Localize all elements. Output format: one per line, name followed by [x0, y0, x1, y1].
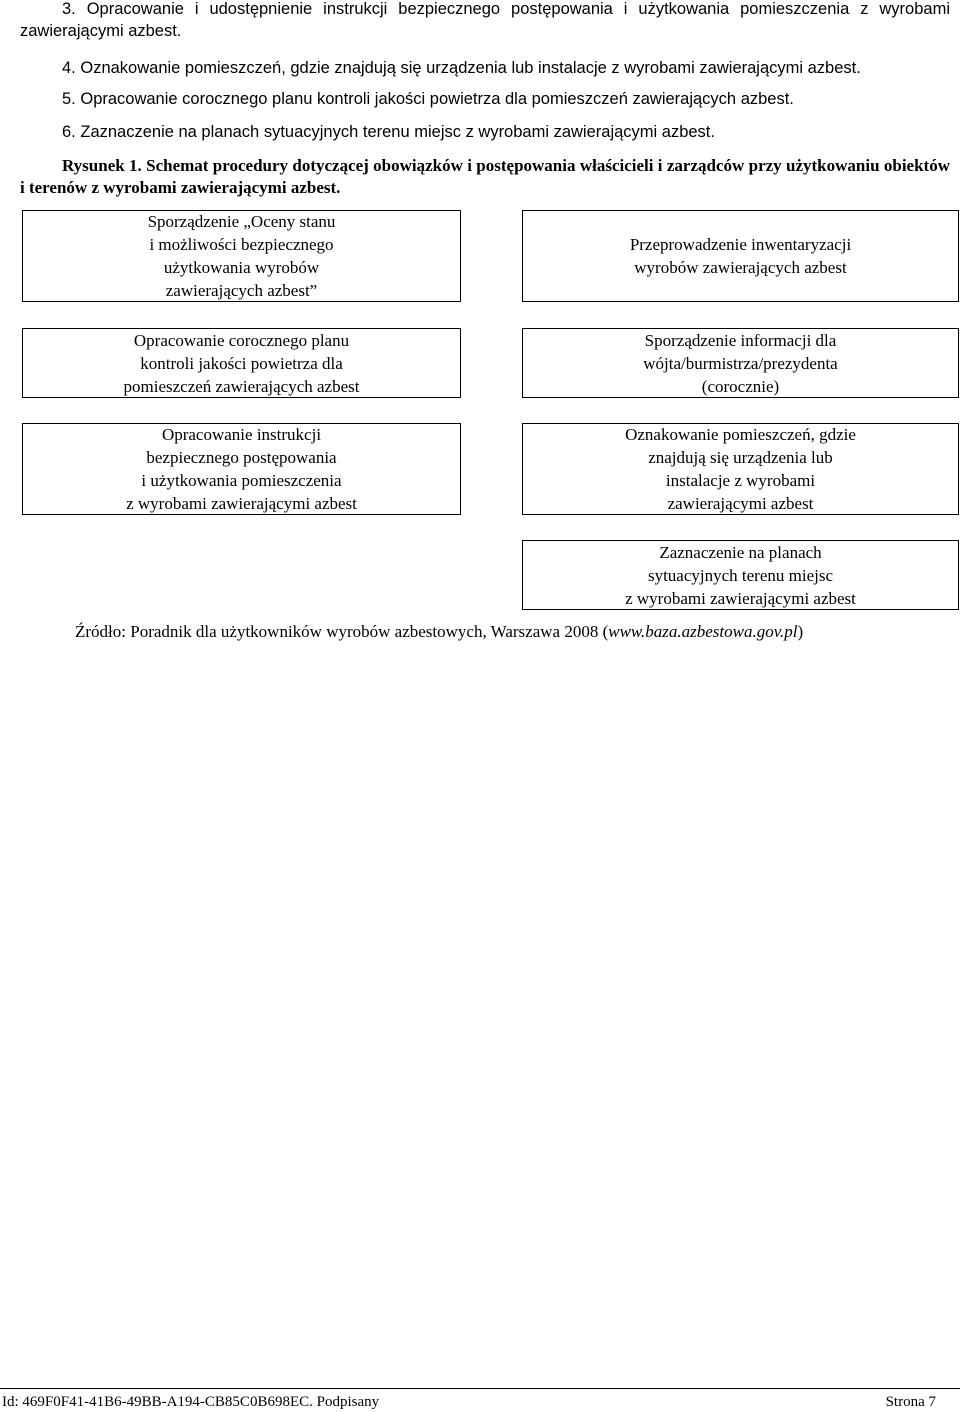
box-line: pomieszczeń zawierających azbest — [123, 376, 360, 396]
footer-divider — [0, 1388, 960, 1389]
box-line: (corocznie) — [701, 376, 780, 396]
diagram-box-mayor-information — [522, 328, 959, 398]
box-line: Sporządzenie informacji dla — [644, 330, 837, 350]
box-line: Zaznaczenie na planach — [659, 542, 822, 562]
diagram-box-inventory — [522, 210, 959, 302]
list-item-number: 3. — [62, 0, 76, 18]
diagram-box-safety-instruction — [22, 423, 461, 515]
figure-caption — [20, 155, 950, 199]
box-line: wójta/burmistrza/prezydenta — [643, 353, 838, 373]
box-line: zawierającymi azbest — [667, 494, 814, 513]
list-item — [62, 88, 952, 110]
list-item-number: 4. — [62, 59, 76, 77]
list-item-text: Zaznaczenie na planach sytuacyjnych terenu miejsc z wyrobami zawierającymi azbest. — [80, 123, 715, 141]
figure-label: Rysunek 1. — [62, 156, 142, 175]
list-item-text: Opracowanie corocznego planu kontroli jakości powietrza dla pomieszczeń zawierających azbest. — [80, 90, 794, 108]
box-line: z wyrobami zawierającymi azbest — [126, 494, 357, 513]
list-item-number: 5. — [62, 90, 76, 108]
box-line: instalacje z wyrobami — [665, 471, 816, 490]
box-line: Opracowanie instrukcji — [161, 425, 322, 444]
box-line: zawierających azbest” — [165, 281, 318, 300]
box-line: bezpiecznego postępowania — [146, 448, 337, 467]
footer-page-number: Strona 7 — [885, 1394, 936, 1410]
list-item — [62, 57, 952, 79]
source-text: Źródło: Poradnik dla użytkowników wyrobów azbestowych, Warszawa 2008 ( — [75, 622, 609, 641]
diagram-box-site-plan-marking — [522, 540, 959, 610]
source-suffix: ) — [797, 622, 804, 641]
list-item-text: Opracowanie i udostępnienie instrukcji bezpiecznego postępowania i użytkowania pomieszczenia z wyrobami zawierającymi azbest. — [20, 0, 950, 40]
figure-source — [75, 621, 955, 643]
box-line: znajdują się urządzenia lub — [648, 448, 833, 467]
box-line: Przeprowadzenie inwentaryzacji — [629, 235, 852, 254]
box-line: i użytkowania pomieszczenia — [141, 471, 342, 490]
box-line: kontroli jakości powietrza dla — [140, 353, 343, 373]
list-item — [62, 121, 952, 143]
diagram-box-assessment — [22, 210, 461, 302]
source-url: www.baza.azbestowa.gov.pl — [608, 622, 798, 641]
diagram-box-room-marking — [522, 423, 959, 515]
list-item — [20, 0, 950, 42]
box-line: użytkowania wyrobów — [163, 258, 320, 277]
figure-caption-text: Schemat procedury dotyczącej obowiązków i postępowania właścicieli i zarządców przy użytkowaniu obiektów i terenów z wyrobami zawierającymi azbest. — [20, 156, 950, 197]
box-line: wyrobów zawierających azbest — [634, 258, 847, 277]
box-line: z wyrobami zawierającymi azbest — [625, 588, 856, 608]
diagram-box-air-quality-plan — [22, 328, 461, 398]
box-line: sytuacyjnych terenu miejsc — [647, 565, 834, 585]
list-item-text: Oznakowanie pomieszczeń, gdzie znajdują się urządzenia lub instalacje z wyrobami zawierającymi azbest. — [80, 59, 861, 77]
box-line: Sporządzenie „Oceny stanu — [147, 212, 336, 231]
footer-document-id: Id: 469F0F41-41B6-49BB-A194-CB85C0B698EC. Podpisany — [2, 1394, 380, 1410]
box-line: Opracowanie corocznego planu — [133, 330, 350, 350]
box-line: i możliwości bezpiecznego — [149, 235, 334, 254]
list-item-number: 6. — [62, 123, 76, 141]
box-line: Oznakowanie pomieszczeń, gdzie — [625, 425, 856, 444]
